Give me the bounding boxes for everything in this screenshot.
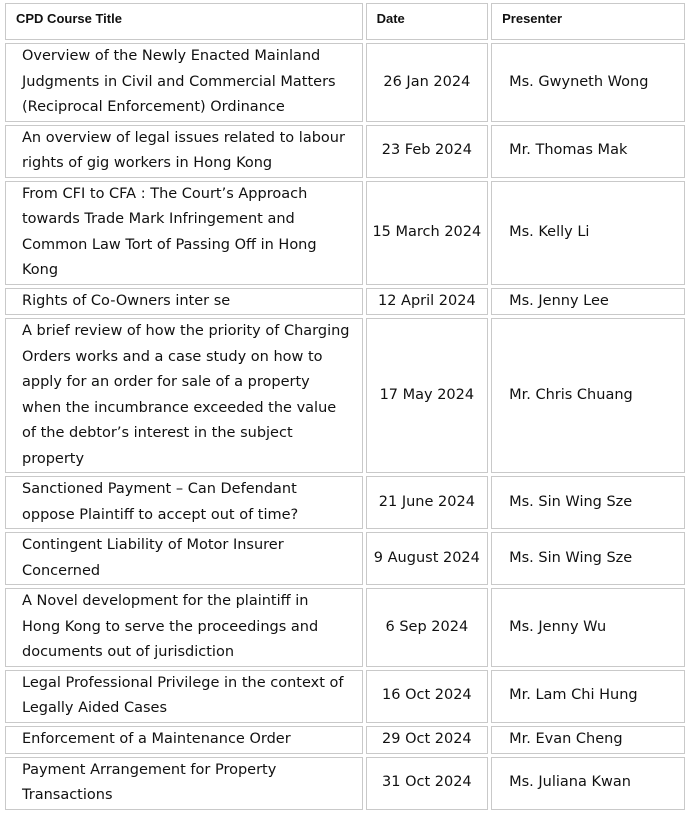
course-title-cell: Rights of Co-Owners inter se: [5, 288, 363, 316]
date-cell: 21 June 2024: [366, 476, 489, 529]
date-cell: 31 Oct 2024: [366, 757, 489, 810]
course-title-cell: An overview of legal issues related to labour rights of gig workers in Hong Kong: [5, 125, 363, 178]
table-row: [5, 318, 685, 473]
table-row: [5, 288, 685, 316]
presenter-cell: Ms. Jenny Wu: [491, 588, 685, 667]
presenter-cell: Mr. Lam Chi Hung: [491, 670, 685, 723]
table-row: [5, 532, 685, 585]
table-row: [5, 125, 685, 178]
header-course-title: CPD Course Title: [5, 3, 363, 40]
date-cell: 26 Jan 2024: [366, 43, 489, 122]
date-cell: 17 May 2024: [366, 318, 489, 473]
date-cell: 29 Oct 2024: [366, 726, 489, 754]
course-title-cell: From CFI to CFA : The Court’s Approach towards Trade Mark Infringement and Common Law Tort of Passing Off in Hong Kong: [5, 181, 363, 285]
date-cell: 12 April 2024: [366, 288, 489, 316]
date-cell: 16 Oct 2024: [366, 670, 489, 723]
table-body: [5, 43, 685, 810]
table-row: [5, 726, 685, 754]
presenter-cell: Mr. Thomas Mak: [491, 125, 685, 178]
header-presenter: Presenter: [491, 3, 685, 40]
course-title-cell: Enforcement of a Maintenance Order: [5, 726, 363, 754]
table-header: [5, 3, 685, 40]
course-title-cell: Overview of the Newly Enacted Mainland Judgments in Civil and Commercial Matters (Reciprocal Enforcement) Ordinance: [5, 43, 363, 122]
presenter-cell: Ms. Kelly Li: [491, 181, 685, 285]
cpd-course-table: [2, 0, 688, 813]
table-row: [5, 588, 685, 667]
presenter-cell: Ms. Sin Wing Sze: [491, 476, 685, 529]
course-title-cell: Legal Professional Privilege in the context of Legally Aided Cases: [5, 670, 363, 723]
course-title-cell: A brief review of how the priority of Charging Orders works and a case study on how to apply for an order for sale of a property when the incumbrance exceeded the value of the debtor’s interest in the subject property: [5, 318, 363, 473]
course-title-cell: Contingent Liability of Motor Insurer Concerned: [5, 532, 363, 585]
presenter-cell: Mr. Evan Cheng: [491, 726, 685, 754]
table-row: [5, 476, 685, 529]
course-title-cell: Payment Arrangement for Property Transactions: [5, 757, 363, 810]
header-row: [5, 3, 685, 40]
table-row: [5, 670, 685, 723]
table-row: [5, 757, 685, 810]
presenter-cell: Ms. Juliana Kwan: [491, 757, 685, 810]
date-cell: 23 Feb 2024: [366, 125, 489, 178]
table-row: [5, 181, 685, 285]
presenter-cell: Ms. Jenny Lee: [491, 288, 685, 316]
table-row: [5, 43, 685, 122]
course-title-cell: A Novel development for the plaintiff in Hong Kong to serve the proceedings and documents out of jurisdiction: [5, 588, 363, 667]
date-cell: 9 August 2024: [366, 532, 489, 585]
date-cell: 6 Sep 2024: [366, 588, 489, 667]
presenter-cell: Ms. Gwyneth Wong: [491, 43, 685, 122]
date-cell: 15 March 2024: [366, 181, 489, 285]
header-date: Date: [366, 3, 489, 40]
presenter-cell: Mr. Chris Chuang: [491, 318, 685, 473]
course-title-cell: Sanctioned Payment – Can Defendant oppose Plaintiff to accept out of time?: [5, 476, 363, 529]
presenter-cell: Ms. Sin Wing Sze: [491, 532, 685, 585]
